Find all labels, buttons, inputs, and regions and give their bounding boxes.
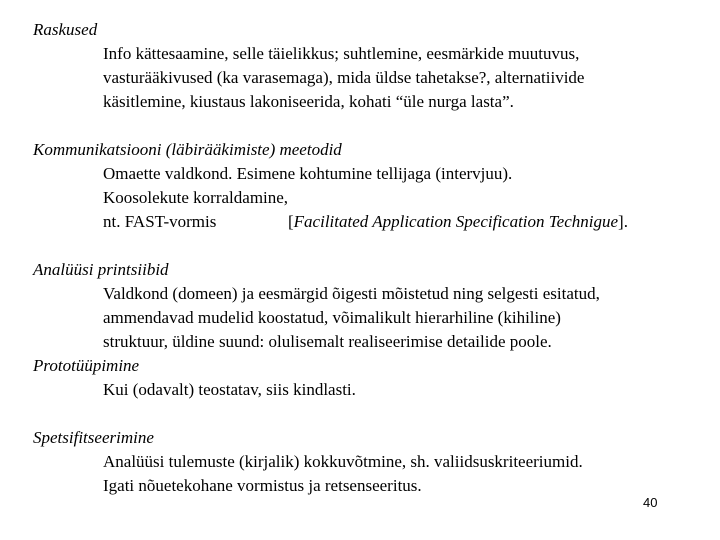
section-heading-spetsifitseerimine: Spetsifitseerimine: [33, 428, 154, 447]
section-heading-analuusi-printsiibid: Analüüsi printsiibid: [33, 260, 169, 279]
fast-expansion: [288, 210, 628, 234]
page-number: 40: [643, 495, 658, 510]
body-line: struktuur, üldine suund: olulisemalt realiseerimise detailide poole.: [103, 332, 552, 351]
body-line: Koosolekute korraldamine,: [103, 188, 289, 207]
body-line: ammendavad mudelid koostatud, võimalikult hierarhiline (kihiline): [103, 308, 561, 327]
body-line: Omaette valdkond. Esimene kohtumine tellijaga (intervjuu).: [103, 164, 513, 183]
section-heading-kommunikatsioon: Kommunikatsiooni (läbirääkimiste) meetodid: [33, 140, 342, 159]
fast-expansion-text: Facilitated Application Specification Technigue: [293, 212, 619, 231]
body-line: käsitlemine, kiustaus lakoniseerida, kohati “üle nurga lasta”.: [103, 92, 514, 111]
body-line: Info kättesaamine, selle täielikkus; suhtlemine, eesmärkide muutuvus,: [103, 44, 580, 63]
body-line: Kui (odavalt) teostatav, siis kindlasti.: [103, 380, 356, 399]
body-line: Igati nõuetekohane vormistus ja retsenseeritus.: [103, 476, 422, 495]
body-line: vasturääkivused (ka varasemaga), mida üldse tahetakse?, alternatiivide: [103, 68, 585, 87]
body-line: Analüüsi tulemuste (kirjalik) kokkuvõtmine, sh. valiidsuskriteeriumid.: [103, 452, 583, 471]
body-line: Valdkond (domeen) ja eesmärgid õigesti mõistetud ning selgesti esitatud,: [103, 284, 600, 303]
section-heading-prototuupimine: Prototüüpimine: [33, 356, 140, 375]
body-line: nt. FAST-vormis: [103, 212, 217, 231]
section-heading-raskused: Raskused: [33, 20, 98, 39]
bracket-open: [: [288, 212, 294, 231]
bracket-close: ].: [618, 212, 628, 231]
